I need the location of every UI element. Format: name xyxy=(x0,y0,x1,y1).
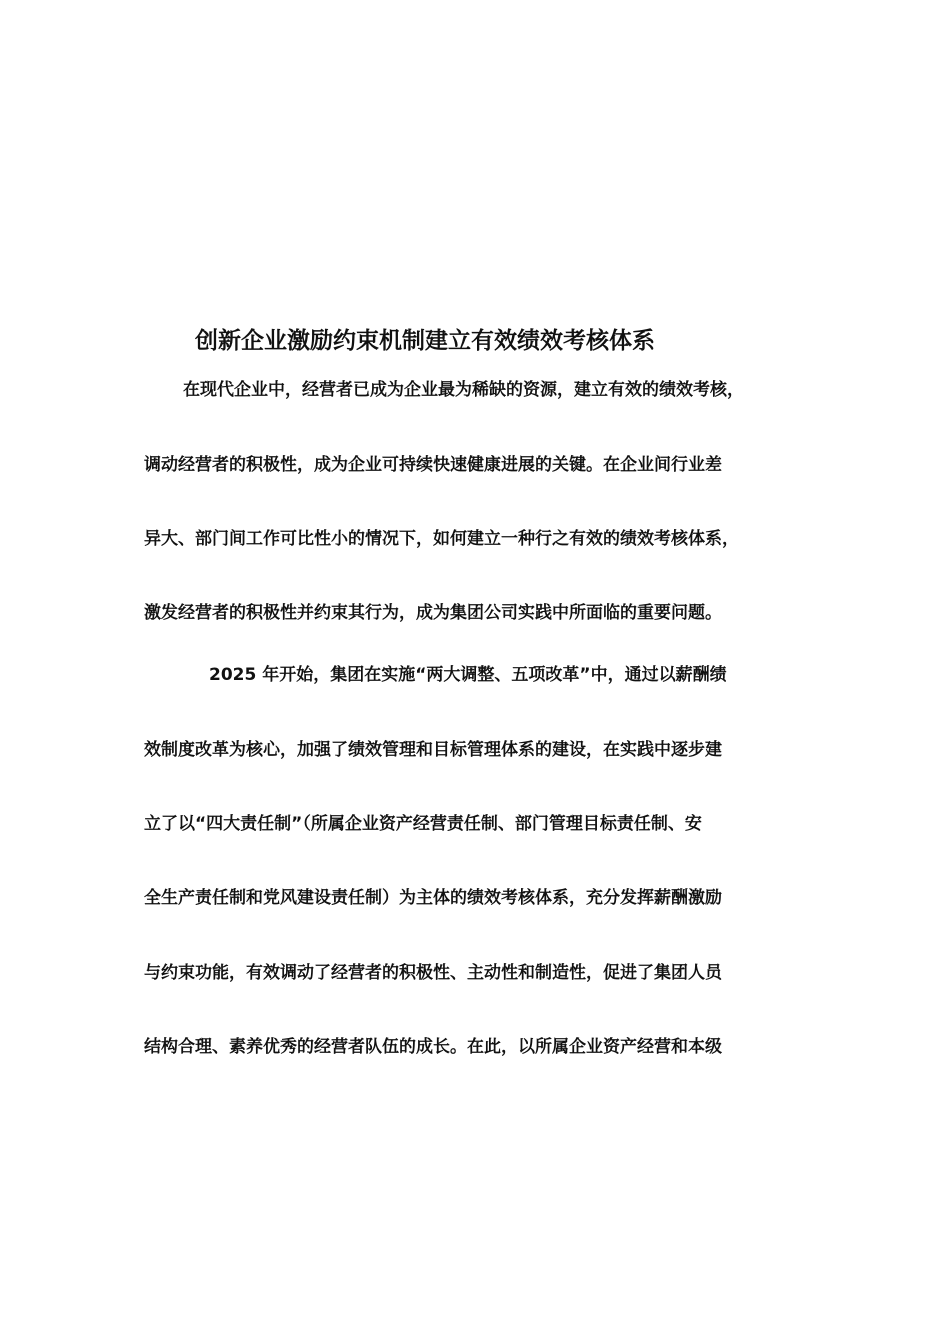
paragraph-1-line-1: 在现代企业中，经营者已成为企业最为稀缺的资源，建立有效的绩效考核， xyxy=(183,380,744,400)
paragraph-2-line-5: 与约束功能，有效调动了经营者的积极性、主动性和制造性，促进了集团人员 xyxy=(144,963,722,983)
paragraph-2-line-2: 效制度改革为核心，加强了绩效管理和目标管理体系的建设，在实践中逐步建 xyxy=(144,740,722,760)
paragraph-1-line-3: 异大、部门间工作可比性小的情况下，如何建立一种行之有效的绩效考核体系， xyxy=(144,529,739,549)
document-title: 创新企业激励约束机制建立有效绩效考核体系 xyxy=(195,328,655,354)
paragraph-1-line-2: 调动经营者的积极性，成为企业可持续快速健康进展的关键。在企业间行业差 xyxy=(144,455,722,475)
paragraph-2-line-4: 全生产责任制和党风建设责任制）为主体的绩效考核体系，充分发挥薪酬激励 xyxy=(144,888,722,908)
paragraph-2-line-3: 立了以“四大责任制”（所属企业资产经营责任制、部门管理目标责任制、安 xyxy=(144,814,702,834)
paragraph-2-line-6: 结构合理、素养优秀的经营者队伍的成长。在此，以所属企业资产经营和本级 xyxy=(144,1037,722,1057)
paragraph-2-line-1: 2025 年开始，集团在实施“两大调整、五项改革”中，通过以薪酬绩 xyxy=(209,665,727,685)
paragraph-1-line-4: 激发经营者的积极性并约束其行为，成为集团公司实践中所面临的重要问题。 xyxy=(144,603,722,623)
